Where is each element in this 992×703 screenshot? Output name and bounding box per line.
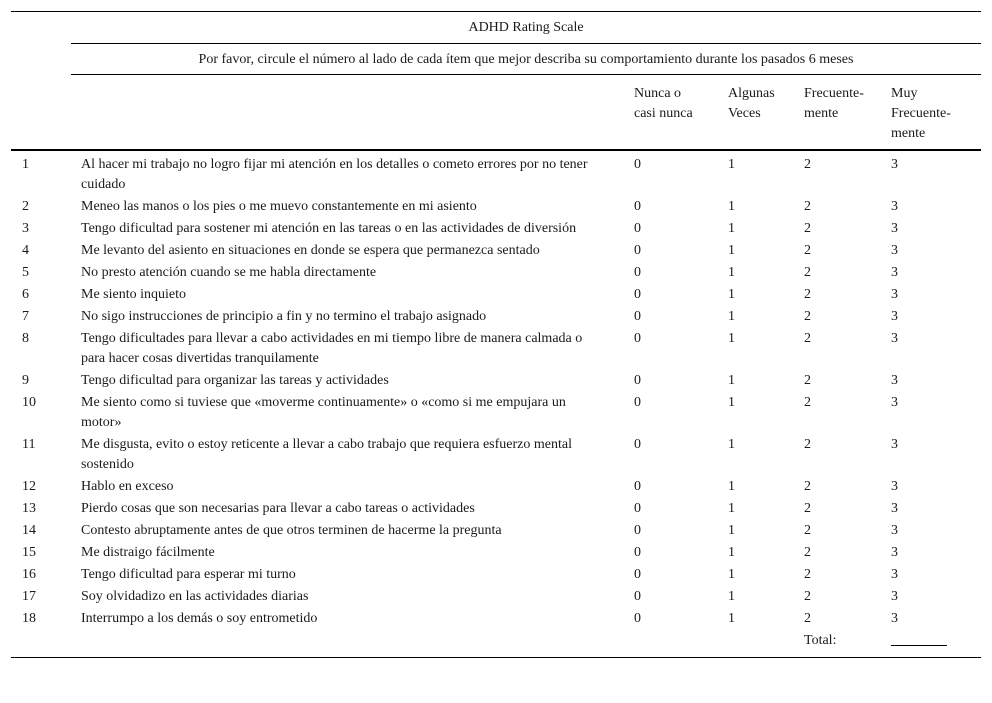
table-row bbox=[11, 585, 981, 607]
score-option-0[interactable]: 0 bbox=[634, 395, 641, 410]
score-option-1[interactable]: 1 bbox=[728, 523, 735, 538]
rating-table bbox=[11, 75, 981, 657]
score-option-2[interactable]: 2 bbox=[804, 523, 811, 538]
page-title: ADHD Rating Scale bbox=[468, 20, 584, 35]
score-option-2[interactable]: 2 bbox=[804, 567, 811, 582]
score-option-3[interactable]: 3 bbox=[891, 287, 898, 302]
header-frecuentemente: Frecuente- mente bbox=[804, 86, 864, 121]
item-text: Meneo las manos o los pies o me muevo constantemente en mi asiento bbox=[81, 199, 477, 214]
table-row bbox=[11, 150, 981, 195]
total-row bbox=[11, 629, 981, 657]
score-option-3[interactable]: 3 bbox=[891, 157, 898, 172]
header-nunca: Nunca o casi nunca bbox=[634, 86, 693, 121]
score-option-3[interactable]: 3 bbox=[891, 243, 898, 258]
item-number: 8 bbox=[22, 331, 29, 346]
score-option-2[interactable]: 2 bbox=[804, 243, 811, 258]
score-option-1[interactable]: 1 bbox=[728, 287, 735, 302]
score-option-3[interactable]: 3 bbox=[891, 479, 898, 494]
score-option-0[interactable]: 0 bbox=[634, 157, 641, 172]
score-option-3[interactable]: 3 bbox=[891, 545, 898, 560]
item-number: 3 bbox=[22, 221, 29, 236]
item-number: 6 bbox=[22, 287, 29, 302]
score-option-1[interactable]: 1 bbox=[728, 199, 735, 214]
score-option-2[interactable]: 2 bbox=[804, 545, 811, 560]
score-option-2[interactable]: 2 bbox=[804, 309, 811, 324]
total-blank-line[interactable] bbox=[890, 629, 981, 657]
rating-scale-document bbox=[11, 11, 981, 658]
score-option-1[interactable]: 1 bbox=[728, 479, 735, 494]
column-header-row bbox=[11, 75, 981, 150]
score-option-0[interactable]: 0 bbox=[634, 287, 641, 302]
score-option-1[interactable]: 1 bbox=[728, 567, 735, 582]
score-option-0[interactable]: 0 bbox=[634, 589, 641, 604]
instructions-row bbox=[11, 43, 981, 75]
score-option-3[interactable]: 3 bbox=[891, 589, 898, 604]
item-text: Me disgusta, evito o estoy reticente a llevar a cabo trabajo que requiera esfuerzo mental sostenido bbox=[81, 437, 572, 472]
item-text: Me siento como si tuviese que «moverme continuamente» o «como si me empujara un motor» bbox=[81, 395, 566, 430]
item-number: 9 bbox=[22, 373, 29, 388]
table-row bbox=[11, 327, 981, 369]
instructions-text: Por favor, circule el número al lado de cada ítem que mejor describa su comportamiento durante los pasados 6 meses bbox=[71, 43, 981, 75]
table-row bbox=[11, 475, 981, 497]
score-option-3[interactable]: 3 bbox=[891, 309, 898, 324]
item-text: Me levanto del asiento en situaciones en donde se espera que permanezca sentado bbox=[81, 243, 540, 258]
score-option-1[interactable]: 1 bbox=[728, 589, 735, 604]
table-row bbox=[11, 261, 981, 283]
score-option-0[interactable]: 0 bbox=[634, 221, 641, 236]
item-text: Soy olvidadizo en las actividades diarias bbox=[81, 589, 309, 604]
item-text: Me distraigo fácilmente bbox=[81, 545, 215, 560]
score-option-2[interactable]: 2 bbox=[804, 157, 811, 172]
header-algunas: Algunas Veces bbox=[728, 86, 775, 121]
score-option-2[interactable]: 2 bbox=[804, 479, 811, 494]
score-option-1[interactable]: 1 bbox=[728, 309, 735, 324]
score-option-0[interactable]: 0 bbox=[634, 309, 641, 324]
score-option-2[interactable]: 2 bbox=[804, 221, 811, 236]
score-option-2[interactable]: 2 bbox=[804, 589, 811, 604]
item-number: 11 bbox=[22, 437, 36, 452]
table-row bbox=[11, 195, 981, 217]
score-option-3[interactable]: 3 bbox=[891, 611, 898, 626]
table-row bbox=[11, 563, 981, 585]
item-number: 7 bbox=[22, 309, 29, 324]
table-row bbox=[11, 519, 981, 541]
score-option-2[interactable]: 2 bbox=[804, 501, 811, 516]
score-option-1[interactable]: 1 bbox=[728, 395, 735, 410]
score-option-0[interactable]: 0 bbox=[634, 567, 641, 582]
item-number: 2 bbox=[22, 199, 29, 214]
score-option-1[interactable]: 1 bbox=[728, 545, 735, 560]
total-label: Total: bbox=[804, 633, 837, 648]
table-row bbox=[11, 283, 981, 305]
score-option-0[interactable]: 0 bbox=[634, 331, 641, 346]
item-number: 17 bbox=[22, 589, 36, 604]
table-row bbox=[11, 497, 981, 519]
score-option-1[interactable]: 1 bbox=[728, 611, 735, 626]
score-option-0[interactable]: 0 bbox=[634, 437, 641, 452]
score-option-0[interactable]: 0 bbox=[634, 243, 641, 258]
score-option-1[interactable]: 1 bbox=[728, 437, 735, 452]
score-option-3[interactable]: 3 bbox=[891, 373, 898, 388]
item-number: 15 bbox=[22, 545, 36, 560]
score-option-3[interactable]: 3 bbox=[891, 437, 898, 452]
table-row bbox=[11, 305, 981, 327]
header-muy-frecuentemente: Muy Frecuente- mente bbox=[891, 86, 951, 141]
item-text: Tengo dificultades para llevar a cabo actividades en mi tiempo libre de manera calmada o para hacer cosas divertidas tranquilamente bbox=[81, 331, 583, 366]
header-blank-item bbox=[71, 75, 633, 150]
score-option-1[interactable]: 1 bbox=[728, 221, 735, 236]
score-option-3[interactable]: 3 bbox=[891, 221, 898, 236]
score-option-1[interactable]: 1 bbox=[728, 331, 735, 346]
item-text: No presto atención cuando se me habla directamente bbox=[81, 265, 377, 280]
score-option-3[interactable]: 3 bbox=[891, 523, 898, 538]
table-row bbox=[11, 369, 981, 391]
item-text: Tengo dificultad para sostener mi atención en las tareas o en las actividades de diversión bbox=[81, 221, 577, 236]
score-option-2[interactable]: 2 bbox=[804, 395, 811, 410]
score-option-3[interactable]: 3 bbox=[891, 331, 898, 346]
table-row bbox=[11, 391, 981, 433]
item-text: Hablo en exceso bbox=[81, 479, 174, 494]
table-row bbox=[11, 541, 981, 563]
item-text: No sigo instrucciones de principio a fin y no termino el trabajo asignado bbox=[81, 309, 487, 324]
score-option-0[interactable]: 0 bbox=[634, 479, 641, 494]
score-option-1[interactable]: 1 bbox=[728, 373, 735, 388]
score-option-1[interactable]: 1 bbox=[728, 501, 735, 516]
score-option-0[interactable]: 0 bbox=[634, 523, 641, 538]
title-row bbox=[11, 12, 981, 43]
score-option-3[interactable]: 3 bbox=[891, 395, 898, 410]
table-row bbox=[11, 239, 981, 261]
item-number: 1 bbox=[22, 157, 29, 172]
score-option-2[interactable]: 2 bbox=[804, 199, 811, 214]
score-option-0[interactable]: 0 bbox=[634, 199, 641, 214]
item-text: Interrumpo a los demás o soy entrometido bbox=[81, 611, 318, 626]
item-number: 16 bbox=[22, 567, 36, 582]
score-option-1[interactable]: 1 bbox=[728, 243, 735, 258]
items-body bbox=[11, 150, 981, 657]
score-option-1[interactable]: 1 bbox=[728, 265, 735, 280]
item-number: 18 bbox=[22, 611, 36, 626]
score-option-0[interactable]: 0 bbox=[634, 545, 641, 560]
item-number: 5 bbox=[22, 265, 29, 280]
item-text: Al hacer mi trabajo no logro fijar mi atención en los detalles o cometo errores por no tener cuidado bbox=[81, 157, 588, 192]
item-number: 13 bbox=[22, 501, 36, 516]
item-number: 14 bbox=[22, 523, 36, 538]
bottom-rule bbox=[11, 657, 981, 658]
score-option-3[interactable]: 3 bbox=[891, 567, 898, 582]
table-row bbox=[11, 217, 981, 239]
table-row bbox=[11, 433, 981, 475]
header-blank-num bbox=[11, 75, 71, 150]
item-text: Pierdo cosas que son necesarias para llevar a cabo tareas o actividades bbox=[81, 501, 475, 516]
score-option-0[interactable]: 0 bbox=[634, 373, 641, 388]
item-text: Contesto abruptamente antes de que otros terminen de hacerme la pregunta bbox=[81, 523, 502, 538]
score-option-2[interactable]: 2 bbox=[804, 437, 811, 452]
score-option-0[interactable]: 0 bbox=[634, 265, 641, 280]
score-option-3[interactable]: 3 bbox=[891, 265, 898, 280]
score-option-3[interactable]: 3 bbox=[891, 501, 898, 516]
score-option-3[interactable]: 3 bbox=[891, 199, 898, 214]
item-text: Me siento inquieto bbox=[81, 287, 186, 302]
item-text: Tengo dificultad para esperar mi turno bbox=[81, 567, 296, 582]
score-option-2[interactable]: 2 bbox=[804, 611, 811, 626]
score-option-2[interactable]: 2 bbox=[804, 373, 811, 388]
score-option-0[interactable]: 0 bbox=[634, 611, 641, 626]
score-option-2[interactable]: 2 bbox=[804, 331, 811, 346]
item-number: 12 bbox=[22, 479, 36, 494]
score-option-1[interactable]: 1 bbox=[728, 157, 735, 172]
item-number: 10 bbox=[22, 395, 36, 410]
item-text: Tengo dificultad para organizar las tareas y actividades bbox=[81, 373, 389, 388]
score-option-2[interactable]: 2 bbox=[804, 287, 811, 302]
table-row bbox=[11, 607, 981, 629]
item-number: 4 bbox=[22, 243, 29, 258]
score-option-2[interactable]: 2 bbox=[804, 265, 811, 280]
score-option-0[interactable]: 0 bbox=[634, 501, 641, 516]
